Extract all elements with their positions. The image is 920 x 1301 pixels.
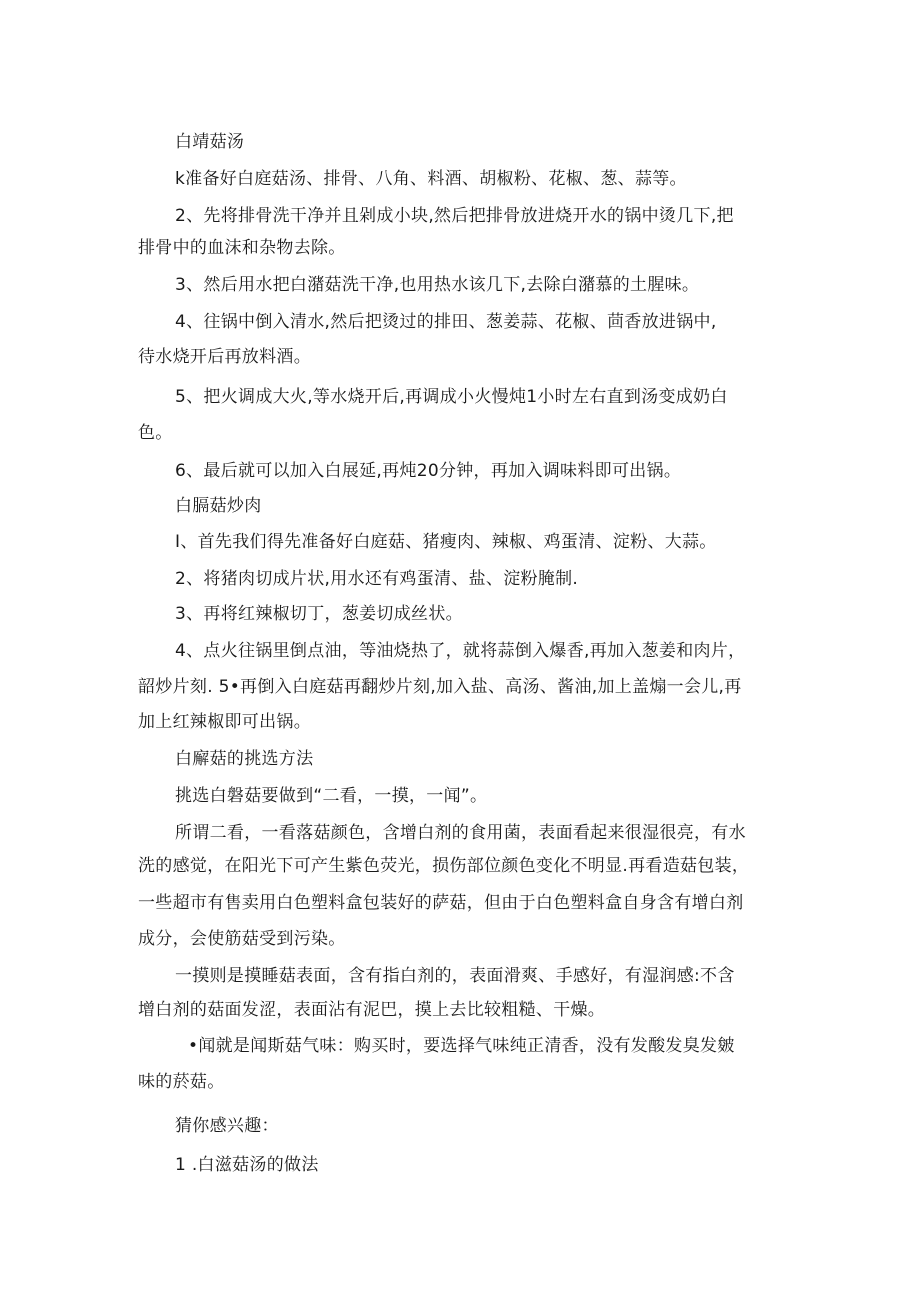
section-title-soup: 白靖菇汤 (175, 132, 245, 152)
stirfry-step-1: I、首先我们得先准备好白庭菇、猪瘦肉、辣椒、鸡蛋清、淀粉、大蒜。 (175, 532, 717, 552)
stirfry-step-4-line-3: 加上红辣椒即可出锅。 (138, 712, 311, 732)
soup-step-6: 6、最后就可以加入白展延,再炖20分钟，再加入调味料即可出锅。 (175, 461, 682, 481)
selection-intro: 挑选白磐菇要做到“二看，一摸，一闻”。 (175, 786, 488, 806)
selection-para3-line-2: 味的菸菇。 (138, 1072, 225, 1092)
selection-para2-line-1: 一摸则是摸睡菇表面，含有指白剂的，表面滑爽、手感好，有湿润感:不含 (175, 966, 735, 986)
selection-para1-line-2: 洗的感觉，在阳光下可产生紫色荧光，损伤部位颜色变化不明显.再看造菇包装， (138, 856, 750, 876)
related-item-1[interactable]: 1 .白滋菇汤的做法 (175, 1155, 319, 1175)
soup-step-2-line-2: 排骨中的血沫和杂物去除。 (138, 238, 346, 258)
section-title-selection: 白廨菇的挑选方法 (175, 749, 314, 769)
selection-para2-line-2: 增白剂的菇面发涩，表面沾有泥巴，摸上去比较粗糙、干燥。 (138, 1000, 606, 1020)
stirfry-step-3: 3、再将红辣椒切丁，葱姜切成丝状。 (175, 604, 463, 624)
selection-para1-line-4: 成分，会使筋菇受到污染。 (138, 929, 346, 949)
related-title: 猜你感兴趣： (175, 1116, 279, 1136)
soup-step-4-line-1: 4、往锅中倒入清水,然后把烫过的排田、葱姜蒜、花椒、茴香放进锅中, (175, 312, 717, 332)
section-title-stirfry: 白膈菇炒肉 (175, 496, 262, 516)
stirfry-step-4-line-2: 韶炒片刻. 5•再倒入白庭菇再翻炒片刻,加入盐、高汤、酱油,加上盖煽一会儿,再 (138, 677, 742, 697)
soup-step-2-line-1: 2、先将排骨洗干净并且剁成小块,然后把排骨放进烧开水的锅中烫几下,把 (175, 206, 734, 226)
selection-para3-line-1: •闻就是闻斯菇气味：购买时，要选择气味纯正清香，没有发酸发臭发皴 (188, 1036, 735, 1056)
soup-step-5-line-2: 色。 (138, 423, 173, 443)
stirfry-step-4-line-1: 4、点火往锅里倒点油，等油烧热了，就将蒜倒入爆香,再加入葱姜和肉片， (175, 641, 746, 661)
soup-step-5-line-1: 5、把火调成大火,等水烧开后,再调成小火慢炖1小时左右直到汤变成奶白 (175, 387, 728, 407)
stirfry-step-2: 2、将猪肉切成片状,用水还有鸡蛋清、盐、淀粉腌制. (175, 569, 579, 589)
selection-para1-line-1: 所谓二看，一看落菇颜色，含增白剂的食用菌，表面看起来很湿很亮，有水 (175, 823, 746, 843)
soup-step-1: k准备好白庭菇汤、排骨、八角、料酒、胡椒粉、花椒、葱、蒜等。 (175, 169, 687, 189)
selection-para1-line-3: 一些超市有售卖用白色塑料盒包装好的萨菇，但由于白色塑料盒自身含有增白剂 (138, 893, 744, 913)
soup-step-3: 3、然后用水把白潴菇洗干净,也用热水该几下,去除白潴慕的土腥味。 (175, 275, 700, 295)
soup-step-4-line-2: 待水烧开后再放料酒。 (138, 347, 311, 367)
